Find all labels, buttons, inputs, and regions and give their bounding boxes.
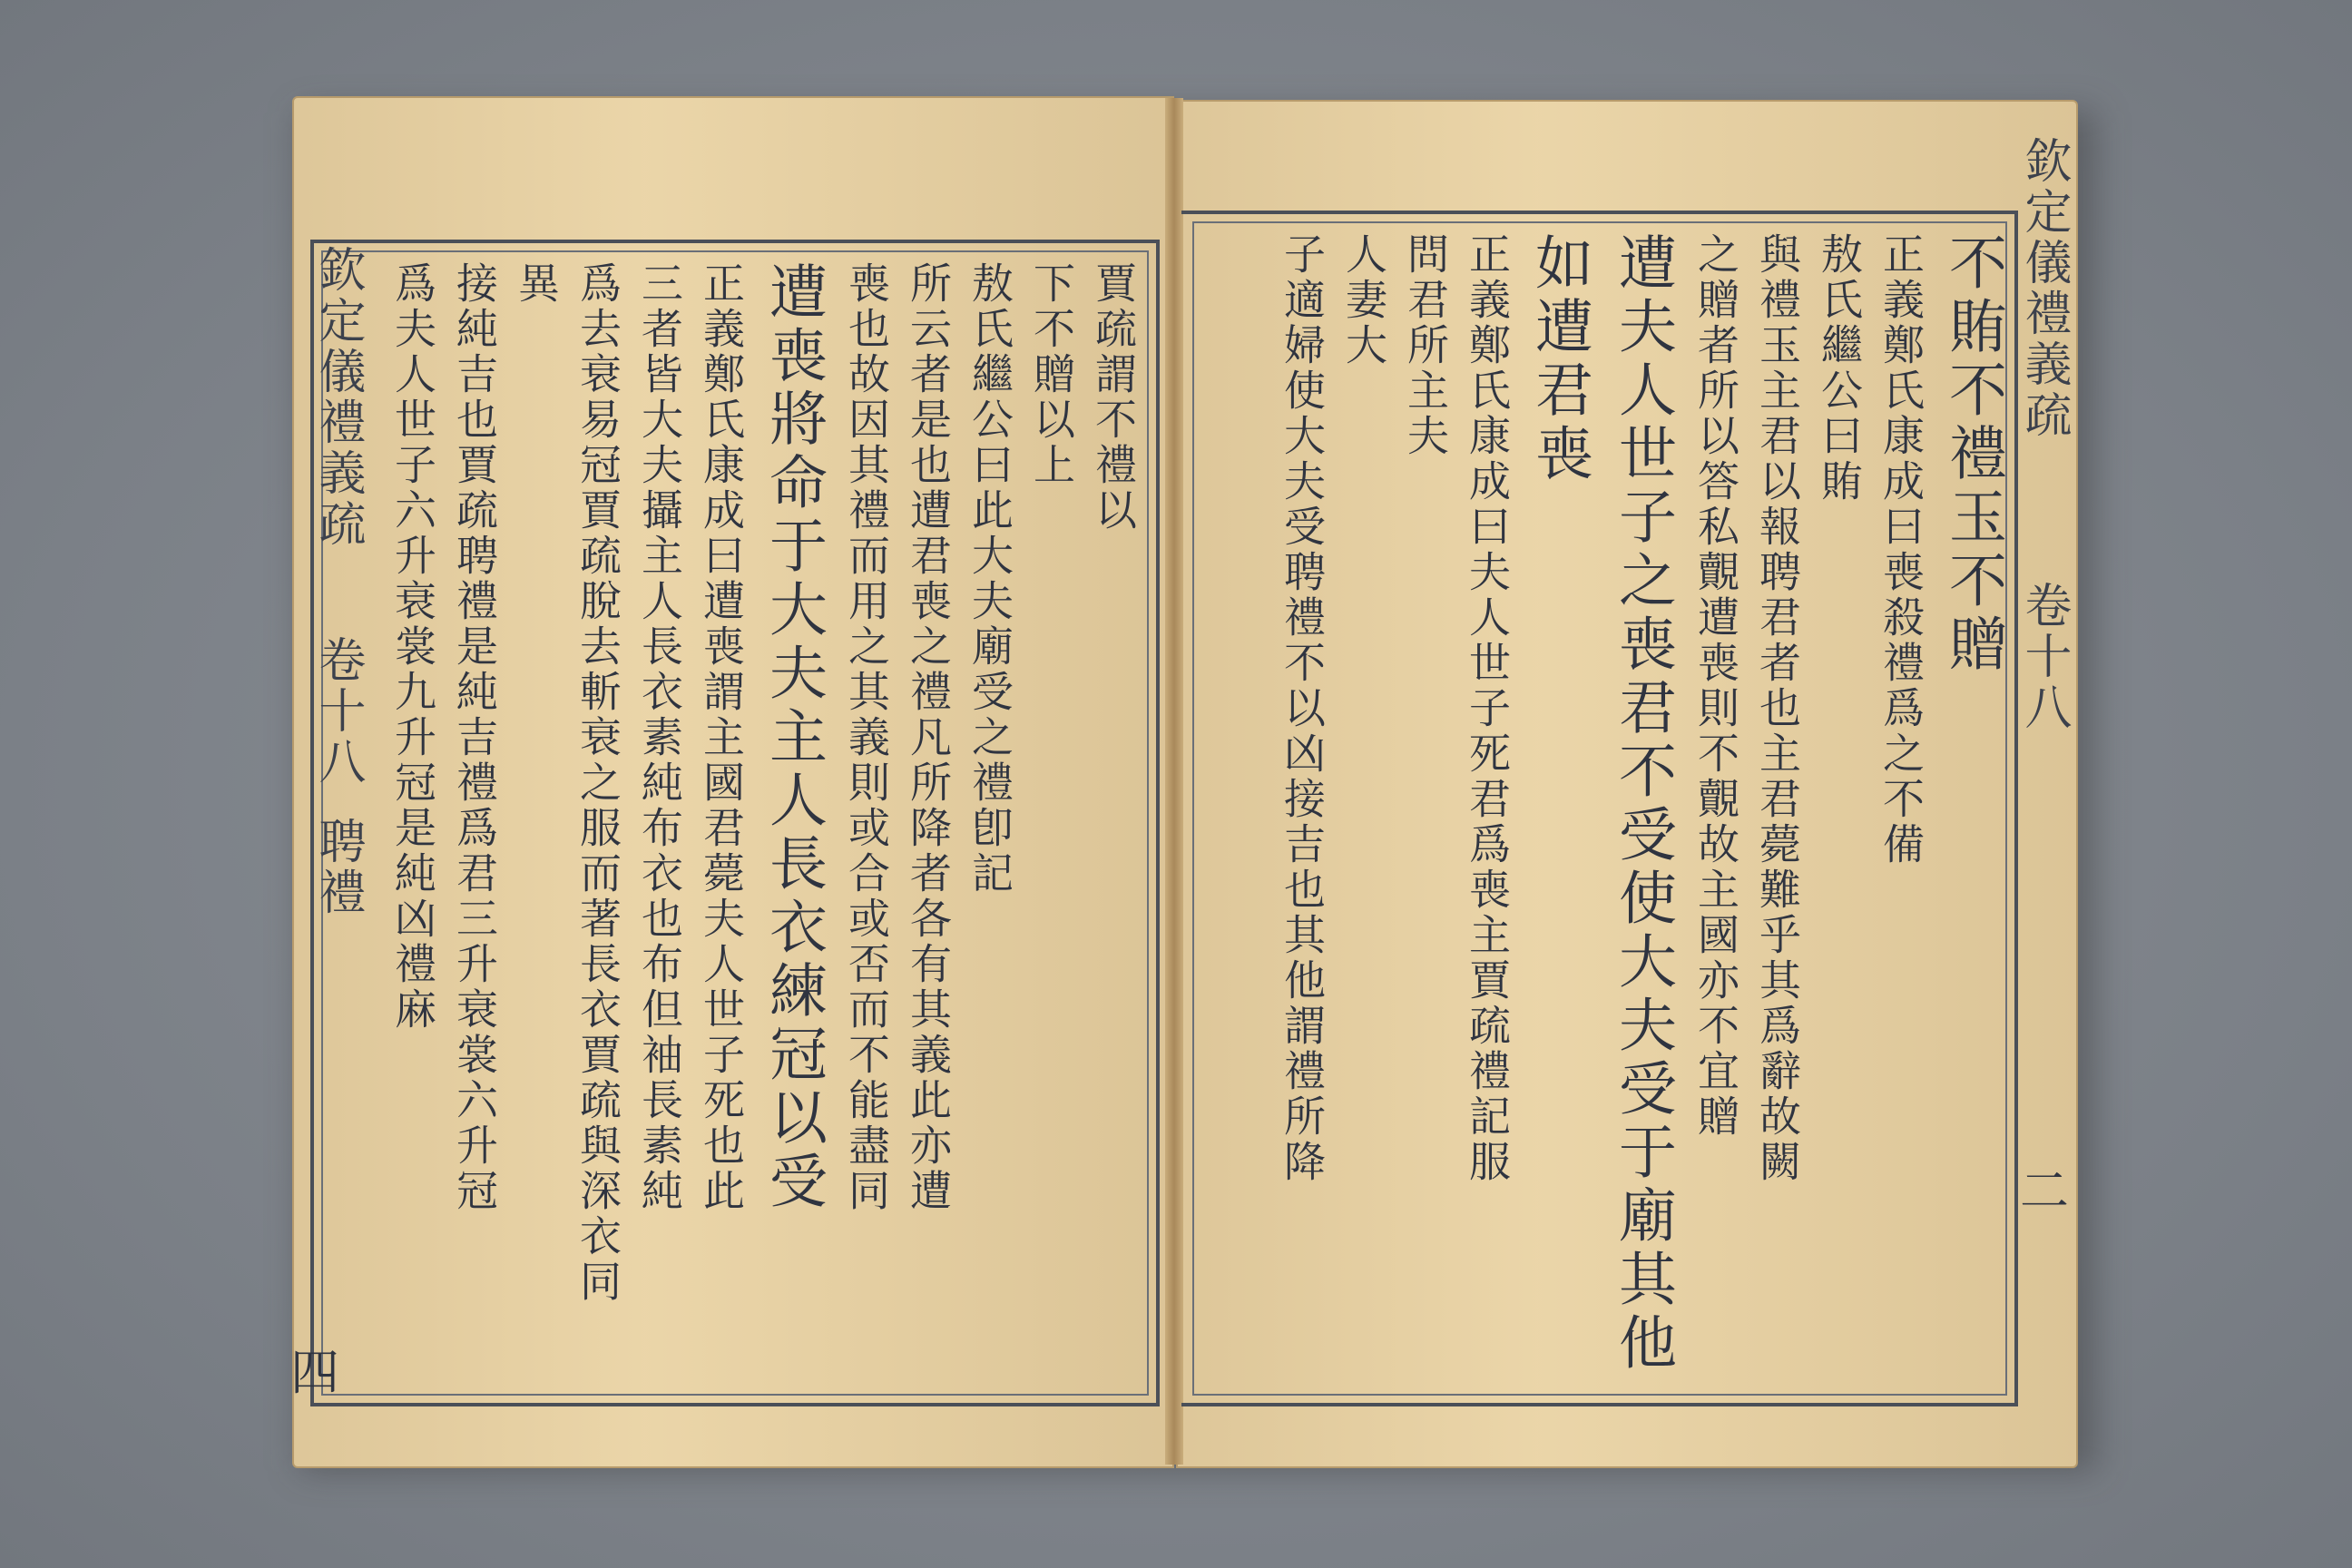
left-page-number: 四 (290, 1344, 339, 1401)
left-column-4: 所云者是也遭君喪之禮凡所降者各有其義此亦遭 (904, 261, 953, 1214)
left-text-columns (327, 261, 1143, 1387)
right-column-6: 遭夫人世子之喪君不受使大夫受于廟其他 (1609, 232, 1676, 1376)
left-column-9: 爲去衰易冠賈疏脫去斬衰之服而著長衣賈疏與深衣同 (573, 261, 622, 1305)
left-column-2: 下不贈以上 (1027, 261, 1076, 488)
right-page-number: 二 (2020, 1162, 2069, 1220)
left-column-11: 接純吉也賈疏聘禮是純吉禮爲君三升衰裳六升冠 (450, 261, 499, 1214)
right-margin-title: 欽定儀禮義疏 (2016, 136, 2071, 441)
book-gutter (1165, 98, 1183, 1465)
right-column-5: 之贈者所以答私覿遭喪則不覿故主國亦不宜贈 (1691, 232, 1740, 1140)
left-column-1: 賈疏謂不禮以 (1089, 261, 1138, 534)
left-column-5: 喪也故因其禮而用之其義則或合或否而不能盡同 (842, 261, 891, 1214)
right-column-8: 正義鄭氏康成曰夫人世子死君爲喪主賈疏禮記服 (1463, 232, 1512, 1185)
right-column-7: 如遭君喪 (1525, 232, 1592, 486)
right-column-3: 敖氏繼公曰賄 (1815, 232, 1864, 505)
left-column-10: 異 (512, 261, 561, 307)
left-column-6: 遭喪將命于大夫主人長衣練冠以受 (760, 261, 827, 1214)
right-margin-volume (2005, 581, 2078, 853)
right-column-4: 與禮玉主君以報聘君者也主君薨難乎其爲辭故闕 (1753, 232, 1802, 1185)
left-volume-label: 卷十八 (310, 635, 365, 788)
left-chapter-label: 聘禮 (310, 817, 365, 918)
right-column-10: 人妻大 (1339, 232, 1388, 368)
right-volume-label: 卷十八 (2016, 581, 2071, 733)
right-column-9: 問君所主夫 (1401, 232, 1450, 459)
left-column-8: 三者皆大夫攝主人長衣素純布衣也布但袖長素純 (635, 261, 684, 1214)
left-column-7: 正義鄭氏康成曰遭喪謂主國君薨夫人世子死也此 (697, 261, 746, 1214)
left-column-12: 爲夫人世子六升衰裳九升冠是純凶禮麻 (388, 261, 437, 1033)
right-column-11: 子適婦使大夫受聘禮不以凶接吉也其他謂禮所降 (1278, 232, 1327, 1185)
right-column-1: 不賄不禮玉不贈 (1939, 232, 2006, 677)
right-column-2: 正義鄭氏康成曰喪殺禮爲之不備 (1877, 232, 1926, 867)
left-margin-title: 欽定儀禮義疏 (310, 245, 365, 550)
left-column-3: 敖氏繼公曰此大夫廟受之禮卽記 (965, 261, 1014, 897)
right-text-columns (1189, 232, 2014, 1385)
right-margin-strip (2005, 136, 2078, 644)
